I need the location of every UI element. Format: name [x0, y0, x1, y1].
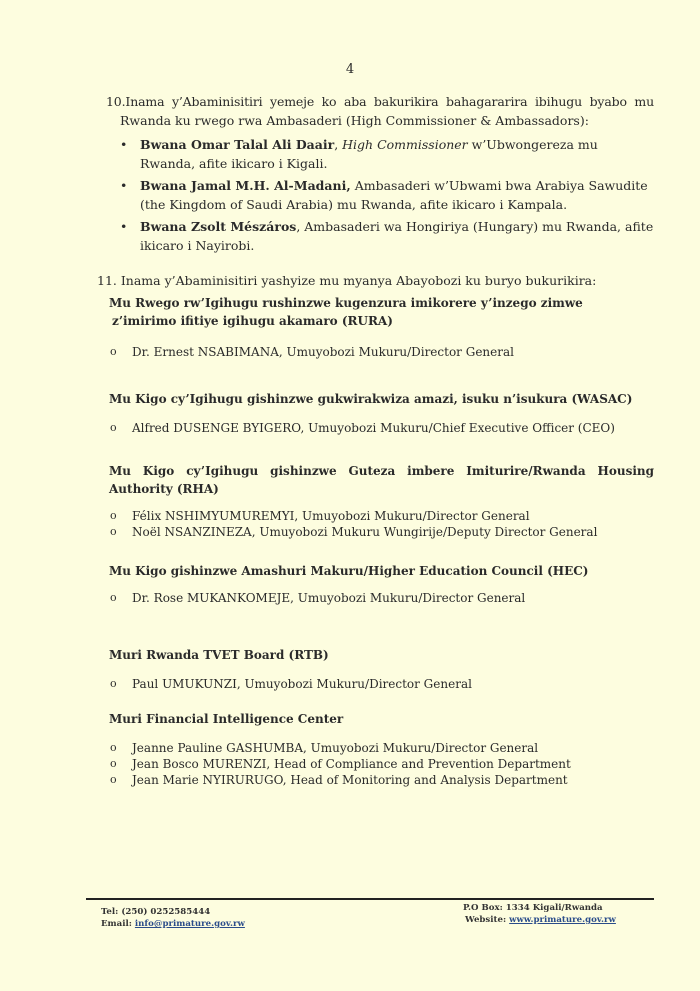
section-10-text-line2: Rwanda ku rwego rwa Ambasaderi (High Commissioner & Ambassadors): [120, 113, 589, 128]
page-number: 4 [345, 62, 355, 77]
appointee-item: o Paul UMUKUNZI, Umuyobozi Mukuru/Director General [110, 677, 472, 691]
footer-pobox: P.O Box: 1334 Kigali/Rwanda [463, 903, 603, 913]
circle-bullet-icon: o [110, 741, 117, 754]
circle-bullet-icon: o [110, 677, 117, 690]
circle-bullet-icon: o [110, 757, 117, 770]
institution-title-rura: Mu Rwego rw’Igihugu rushinzwe kugenzura imikorere y’inzego zimwe z’imirimo ifitiye igihugu akamaro (RURA) [109, 296, 583, 328]
ambassador-title: High Commissioner [342, 137, 468, 152]
circle-bullet-icon: o [110, 525, 117, 538]
ambassador-item: • Bwana Zsolt Mészáros, Ambasaderi wa Hongiriya (Hungary) mu Rwanda, afite ikicaro i Nayirobi. [120, 217, 654, 255]
ambassador-list [120, 135, 654, 255]
ambassador-item: • Bwana Omar Talal Ali Daair, High Commissioner w’Ubwongereza mu Rwanda, afite ikicaro i Kigali. [120, 135, 654, 173]
section-11-intro: 11. Inama y’Abaminisitiri yashyize mu myanya Abayobozi ku buryo bukurikira: [97, 273, 597, 288]
ambassador-name: Bwana Omar Talal Ali Daair [140, 137, 335, 152]
ambassador-item [120, 176, 654, 214]
appointee-item: o Alfred DUSENGE BYIGERO, Umuyobozi Mukuru/Chief Executive Officer (CEO) [110, 421, 615, 435]
institution-title-hec: Mu Kigo gishinzwe Amashuri Makuru/Higher Education Council (HEC) [109, 564, 589, 578]
circle-bullet-icon: o [110, 345, 117, 358]
institution-title-rtb: Muri Rwanda TVET Board (RTB) [109, 648, 329, 662]
email-link[interactable]: info@primature.gov.rw [134, 919, 245, 929]
ambassador-name: Bwana Zsolt Mészáros [140, 219, 297, 234]
footer-contact-right [463, 902, 616, 926]
appointee-item: o Dr. Ernest NSABIMANA, Umuyobozi Mukuru/Director General [110, 345, 514, 359]
appointee-item: o Dr. Rose MUKANKOMEJE, Umuyobozi Mukuru/Director General [110, 591, 526, 605]
ambassador-name: Bwana Jamal M.H. Al-Madani, [140, 178, 351, 193]
footer-tel: Tel: (250) 0252585444 [101, 907, 211, 917]
ambassador-details: w’Ubwongereza mu Rwanda, afite ikicaro i Kigali. [140, 137, 598, 171]
institution-title-rha: Mu Kigo cy’Igihugu gishinzwe Guteza imbere Imiturire/Rwanda Housing Authority (RHA) [109, 464, 654, 496]
ambassador-details: Ambasaderi w’Ubwami bwa Arabiya Sawudite (the Kingdom of Saudi Arabia) mu Rwanda, afite ikicaro i Kampala. [140, 178, 648, 212]
appointee-item: o Noël NSANZINEZA, Umuyobozi Mukuru Wungirije/Deputy Director General [110, 525, 598, 539]
website-link[interactable]: www.primature.gov.rw [509, 915, 616, 925]
appointee-item: o Jean Marie NYIRURUGO, Head of Monitoring and Analysis Department [110, 773, 568, 787]
footer-website: Website: www.primature.gov.rw [465, 915, 616, 925]
footer-email: Email: info@primature.gov.rw [101, 919, 245, 929]
institution-title-fic: Muri Financial Intelligence Center [109, 712, 344, 726]
circle-bullet-icon: o [110, 421, 117, 434]
appointee-item: o Jeanne Pauline GASHUMBA, Umuyobozi Mukuru/Director General [110, 741, 539, 755]
institution-title-wasac: Mu Kigo cy’Igihugu gishinzwe gukwirakwiza amazi, isuku n’isukura (WASAC) [109, 392, 633, 406]
circle-bullet-icon: o [110, 773, 117, 786]
appointee-item: o Jean Bosco MURENZI, Head of Compliance and Prevention Department [110, 757, 571, 771]
footer-divider [86, 898, 654, 900]
document-body [0, 61, 700, 788]
appointee-item: o Félix NSHIMYUMUREMYI, Umuyobozi Mukuru/Director General [110, 509, 530, 523]
circle-bullet-icon: o [110, 509, 117, 522]
section-10 [106, 92, 654, 255]
section-10-text-line1: 10.Inama y’Abaminisitiri yemeje ko aba bakurikira bahagararira ibihugu byabo mu [106, 94, 654, 109]
circle-bullet-icon: o [110, 591, 117, 604]
footer-contact-left [101, 906, 245, 930]
ambassador-details: Ambasaderi wa Hongiriya (Hungary) mu Rwanda, afite ikicaro i Nayirobi. [140, 219, 654, 253]
